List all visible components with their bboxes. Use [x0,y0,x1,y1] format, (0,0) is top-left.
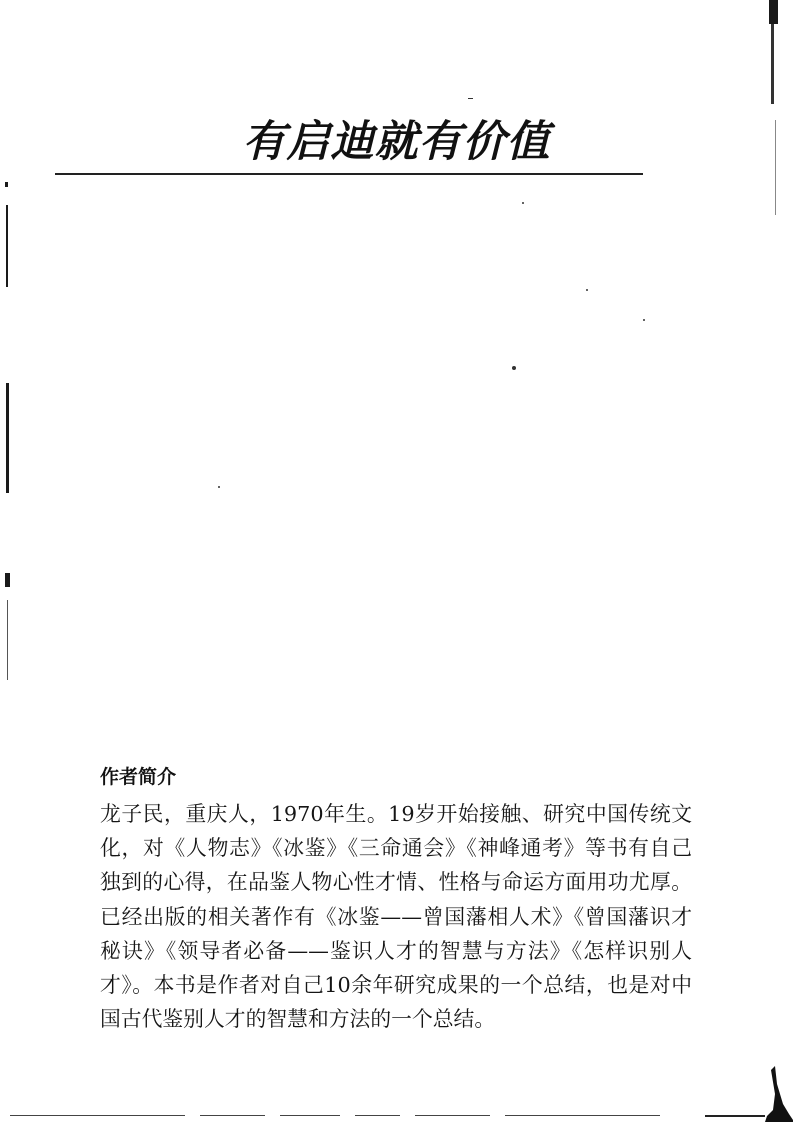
bottom-scan-line [280,1115,340,1116]
scan-speck [643,319,645,321]
scan-speck [218,486,220,488]
right-edge-mark [769,0,778,24]
page-title: 有启迪就有价值 [242,117,551,167]
bottom-scan-line [415,1115,490,1116]
bottom-scan-line [355,1115,400,1116]
bottom-scan-line [200,1115,265,1116]
right-edge-mark [775,120,776,215]
left-edge-mark [6,205,8,287]
bottom-scan-line [705,1115,765,1117]
left-edge-mark [5,182,8,187]
bottom-scan-line [10,1115,185,1116]
author-bio-heading: 作者简介 [100,766,177,788]
left-edge-mark [7,600,8,680]
scan-speck [586,289,588,291]
left-edge-mark [5,573,10,587]
right-edge-mark [771,24,774,104]
scan-speck [522,202,524,204]
author-bio-text: 龙子民，重庆人，1970年生。19岁开始接触、研究中国传统文化，对《人物志》《冰鉴》《三命通会》《神峰通考》等书有自己独到的心得，在品鉴人物心性才情、性格与命运方面用功尤厚。已经出版的相关著作有《冰鉴——曾国藩相人术》《曾国藩识才秘诀》《领导者必备——鉴识人才的智慧与方法》《怎样识别人才》。本书是作者对自己10余年研究成果的一个总结，也是对中国古代鉴别人才的智慧和方法的一个总结。 [100,802,692,1032]
title-underline [55,173,643,175]
scan-speck [468,98,473,99]
left-edge-mark [6,383,9,493]
corner-scan-mark [763,1064,793,1122]
scan-speck [512,366,516,370]
bottom-scan-line [505,1115,660,1116]
